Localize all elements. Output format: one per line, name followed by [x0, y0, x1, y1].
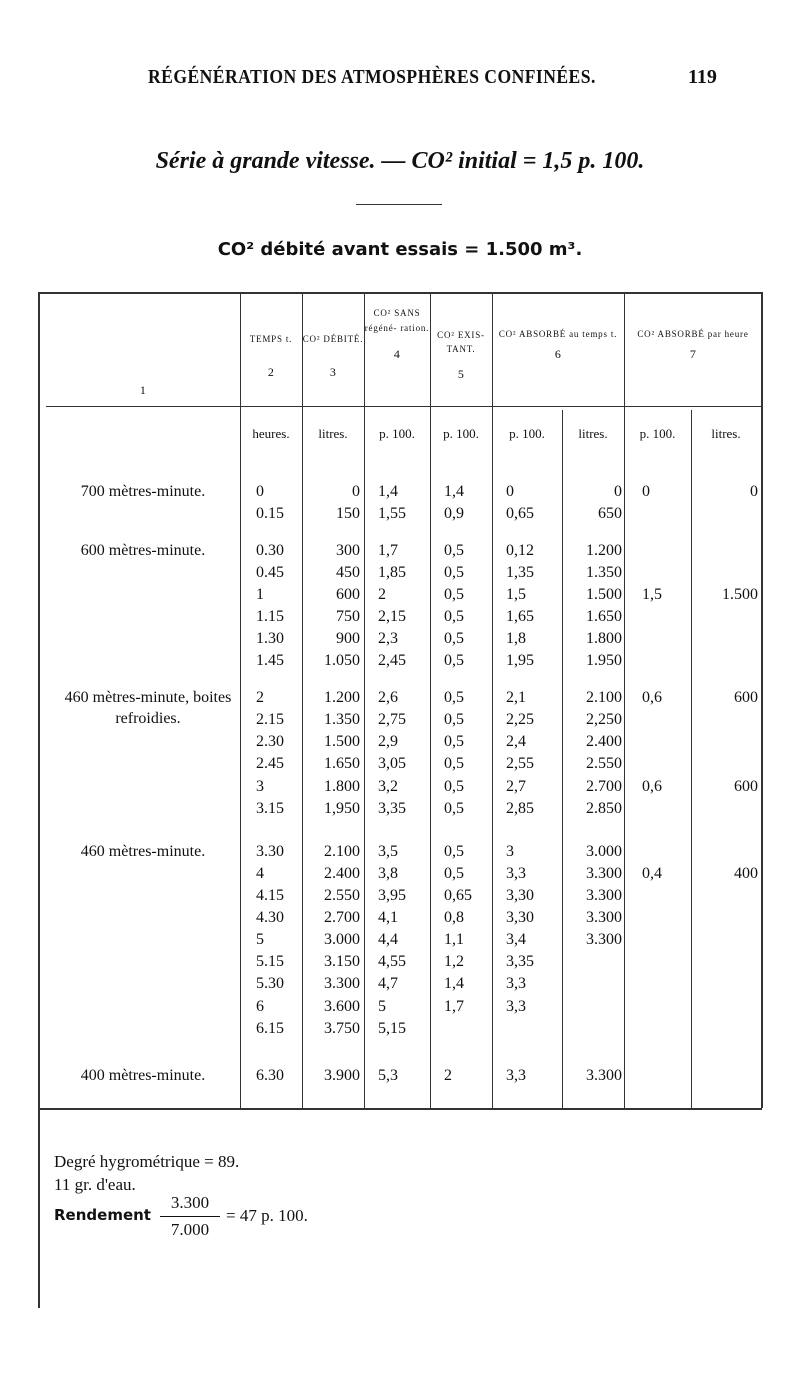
- cell-abs-l: 3.300: [586, 865, 622, 882]
- cell-sans: 1,7: [378, 542, 398, 559]
- cell-existant: 0,5: [444, 733, 464, 750]
- cell-existant: 0,5: [444, 755, 464, 772]
- cell-abs-p: 2,85: [506, 800, 534, 817]
- cell-abs-l: 3.300: [586, 909, 622, 926]
- cell-ph-l: 0: [750, 483, 758, 500]
- cell-temps: 3.15: [256, 800, 284, 817]
- cell-ph-p: 0: [642, 483, 650, 500]
- column-header-7: [624, 326, 762, 362]
- column-number: 6: [554, 347, 562, 361]
- cell-abs-l: 3.300: [586, 1067, 622, 1084]
- cell-abs-p: 0,12: [506, 542, 534, 559]
- cell-debite: 1.800: [324, 778, 360, 795]
- cell-debite: 150: [336, 505, 360, 522]
- cell-debite: 3.900: [324, 1067, 360, 1084]
- column-number: 5: [457, 367, 465, 381]
- cell-temps: 0: [256, 483, 264, 500]
- cell-abs-l: 1.650: [586, 608, 622, 625]
- cell-abs-l: 2.100: [586, 689, 622, 706]
- cell-existant: 0,5: [444, 586, 464, 603]
- cell-existant: 1,4: [444, 483, 464, 500]
- cell-temps: 4: [256, 865, 264, 882]
- cell-sans: 2,6: [378, 689, 398, 706]
- cell-existant: 0,5: [444, 843, 464, 860]
- unit-litres: litres.: [711, 426, 741, 441]
- cell-temps: 3: [256, 778, 264, 795]
- cell-sans: 5,15: [378, 1020, 406, 1037]
- cell-existant: 0,8: [444, 909, 464, 926]
- cell-abs-p: 1,8: [506, 630, 526, 647]
- cell-existant: 0,5: [444, 564, 464, 581]
- cell-temps: 6: [256, 998, 264, 1015]
- cell-debite: 3.150: [324, 953, 360, 970]
- cell-temps: 2: [256, 689, 264, 706]
- group-label-700: 700 mètres-minute.: [80, 483, 206, 500]
- cell-existant: 1,4: [444, 975, 464, 992]
- cell-abs-p: 1,95: [506, 652, 534, 669]
- cell-existant: 1,7: [444, 998, 464, 1015]
- cell-debite: 2.550: [324, 887, 360, 904]
- cell-temps: 5: [256, 931, 264, 948]
- rendement-numerator: 3.300: [170, 1193, 210, 1212]
- cell-abs-l: 1.500: [586, 586, 622, 603]
- rendement-label: Rendement: [54, 1206, 151, 1224]
- cell-temps: 1.15: [256, 608, 284, 625]
- cell-abs-p: 3,30: [506, 887, 534, 904]
- cell-abs-p: 2,4: [506, 733, 526, 750]
- cell-debite: 3.300: [324, 975, 360, 992]
- cell-temps: 5.30: [256, 975, 284, 992]
- cell-existant: 0,5: [444, 608, 464, 625]
- cell-temps: 5.15: [256, 953, 284, 970]
- column-header-6: [492, 326, 624, 362]
- cell-existant: 1,2: [444, 953, 464, 970]
- cell-temps: 6.30: [256, 1067, 284, 1084]
- cell-debite: 0: [352, 483, 360, 500]
- table-left-rule: [38, 292, 40, 1308]
- column-number: 3: [329, 365, 337, 380]
- cell-existant: 0,65: [444, 887, 472, 904]
- cell-debite: 1.200: [324, 689, 360, 706]
- cell-abs-p: 3,30: [506, 909, 534, 926]
- column-rule: [492, 292, 493, 1108]
- cell-temps: 3.30: [256, 843, 284, 860]
- subcolumn-rule: [562, 410, 563, 1108]
- cell-debite: 1.650: [324, 755, 360, 772]
- column-header-4: [364, 306, 430, 362]
- table-top-rule: [38, 292, 762, 294]
- cell-existant: 2: [444, 1067, 452, 1084]
- co2-debit-line: CO² débité avant essais = 1.500 m³.: [217, 239, 583, 260]
- column-number: 7: [689, 347, 697, 361]
- cell-abs-l: 2.550: [586, 755, 622, 772]
- column-label: TEMPS t.: [249, 334, 293, 344]
- column-header-3: [302, 334, 364, 380]
- header-bottom-rule: [46, 406, 240, 407]
- column-label: CO² SANS régéné- ration.: [364, 308, 430, 333]
- cell-temps: 2.45: [256, 755, 284, 772]
- group-label-600: 600 mètres-minute.: [80, 542, 206, 559]
- cell-temps: 1.30: [256, 630, 284, 647]
- cell-existant: 1,1: [444, 931, 464, 948]
- cell-existant: 0,5: [444, 630, 464, 647]
- page-number: 119: [688, 66, 717, 88]
- cell-ph-p: 0,6: [642, 778, 662, 795]
- cell-abs-l: 2.700: [586, 778, 622, 795]
- cell-abs-l: 3.300: [586, 887, 622, 904]
- group-label-460: 460 mètres-minute.: [80, 843, 206, 860]
- cell-sans: 3,35: [378, 800, 406, 817]
- cell-debite: 600: [336, 586, 360, 603]
- cell-debite: 3.750: [324, 1020, 360, 1037]
- cell-temps: 1.45: [256, 652, 284, 669]
- rendement-result: = 47 p. 100.: [226, 1206, 308, 1225]
- running-title: RÉGÉNÉRATION DES ATMOSPHÈRES CONFINÉES.: [148, 66, 596, 88]
- column-rule: [430, 292, 431, 1108]
- cell-ph-p: 1,5: [642, 586, 662, 603]
- cell-debite: 750: [336, 608, 360, 625]
- cell-abs-l: 3.000: [586, 843, 622, 860]
- cell-temps: 6.15: [256, 1020, 284, 1037]
- cell-abs-p: 3,4: [506, 931, 526, 948]
- group-label-460-refroidies: 460 mètres-minute, boites refroidies.: [64, 689, 232, 727]
- hygrometric-degree: Degré hygrométrique = 89.: [54, 1152, 240, 1171]
- cell-sans: 2,15: [378, 608, 406, 625]
- cell-debite: 2.400: [324, 865, 360, 882]
- cell-existant: 0,5: [444, 800, 464, 817]
- water-amount: 11 gr. d'eau.: [54, 1175, 136, 1194]
- cell-abs-p: 1,5: [506, 586, 526, 603]
- cell-sans: 5: [378, 998, 386, 1015]
- column-number: 2: [267, 365, 275, 380]
- cell-abs-p: 0: [506, 483, 514, 500]
- cell-abs-p: 2,1: [506, 689, 526, 706]
- cell-abs-l: 0: [614, 483, 622, 500]
- cell-abs-p: 1,65: [506, 608, 534, 625]
- column-number: 4: [393, 347, 401, 361]
- cell-ph-l: 1.500: [722, 586, 758, 603]
- unit-percent: p. 100.: [379, 426, 415, 441]
- cell-debite: 900: [336, 630, 360, 647]
- cell-ph-p: 0,6: [642, 689, 662, 706]
- column-header-2: [240, 334, 302, 380]
- cell-temps: 0.15: [256, 505, 284, 522]
- cell-abs-l: 2.850: [586, 800, 622, 817]
- cell-sans: 4,55: [378, 953, 406, 970]
- cell-abs-l: 1.200: [586, 542, 622, 559]
- cell-sans: 3,2: [378, 778, 398, 795]
- cell-existant: 0,5: [444, 542, 464, 559]
- cell-abs-l: 1.950: [586, 652, 622, 669]
- unit-litres: litres.: [578, 426, 608, 441]
- cell-existant: 0,5: [444, 711, 464, 728]
- column-label: CO² EXIS- TANT.: [437, 330, 485, 354]
- unit-percent: p. 100.: [509, 426, 545, 441]
- cell-sans: 4,4: [378, 931, 398, 948]
- cell-abs-p: 1,35: [506, 564, 534, 581]
- cell-abs-p: 2,25: [506, 711, 534, 728]
- cell-debite: 3.600: [324, 998, 360, 1015]
- cell-existant: 0,5: [444, 778, 464, 795]
- cell-debite: 1,950: [324, 800, 360, 817]
- cell-sans: 2,9: [378, 733, 398, 750]
- subcolumn-rule: [691, 410, 692, 1108]
- cell-temps: 4.15: [256, 887, 284, 904]
- cell-abs-p: 3,3: [506, 998, 526, 1015]
- cell-debite: 450: [336, 564, 360, 581]
- cell-abs-l: 1.350: [586, 564, 622, 581]
- cell-temps: 0.30: [256, 542, 284, 559]
- cell-existant: 0,5: [444, 689, 464, 706]
- series-title: Série à grande vitesse. — CO² initial = 1,5 p. 100.: [155, 148, 645, 174]
- cell-existant: 0,9: [444, 505, 464, 522]
- cell-abs-p: 3,35: [506, 953, 534, 970]
- cell-debite: 300: [336, 542, 360, 559]
- cell-sans: 4,7: [378, 975, 398, 992]
- cell-abs-l: 2.400: [586, 733, 622, 750]
- column-number: 1: [139, 383, 147, 397]
- cell-ph-l: 600: [734, 689, 758, 706]
- cell-sans: 5,3: [378, 1067, 398, 1084]
- rendement-denominator: 7.000: [170, 1220, 210, 1239]
- cell-sans: 1,85: [378, 564, 406, 581]
- cell-abs-l: 2,250: [586, 711, 622, 728]
- column-header-1: [46, 384, 240, 398]
- cell-sans: 3,5: [378, 843, 398, 860]
- cell-abs-p: 3,3: [506, 865, 526, 882]
- cell-sans: 2,45: [378, 652, 406, 669]
- unit-percent: p. 100.: [639, 426, 676, 441]
- column-label: CO² ABSORBÉ par heure: [637, 329, 749, 339]
- header-bottom-rule: [240, 406, 762, 407]
- unit-percent: p. 100.: [443, 426, 479, 441]
- cell-ph-l: 400: [734, 865, 758, 882]
- cell-sans: 1,55: [378, 505, 406, 522]
- cell-debite: 1.050: [324, 652, 360, 669]
- cell-sans: 2: [378, 586, 386, 603]
- cell-sans: 2,3: [378, 630, 398, 647]
- column-rule: [624, 292, 625, 1108]
- cell-sans: 4,1: [378, 909, 398, 926]
- cell-sans: 3,95: [378, 887, 406, 904]
- cell-debite: 1.350: [324, 711, 360, 728]
- cell-temps: 4.30: [256, 909, 284, 926]
- cell-ph-l: 600: [734, 778, 758, 795]
- cell-debite: 2.100: [324, 843, 360, 860]
- cell-sans: 2,75: [378, 711, 406, 728]
- cell-sans: 3,8: [378, 865, 398, 882]
- cell-temps: 2.15: [256, 711, 284, 728]
- table-bottom-rule: [38, 1108, 762, 1110]
- unit-litres: litres.: [318, 426, 348, 441]
- cell-sans: 1,4: [378, 483, 398, 500]
- cell-sans: 3,05: [378, 755, 406, 772]
- column-label: CO² DÉBITÉ.: [302, 334, 364, 344]
- cell-abs-p: 3,3: [506, 975, 526, 992]
- cell-existant: 0,5: [444, 652, 464, 669]
- cell-abs-l: 650: [598, 505, 622, 522]
- column-header-5: [430, 328, 492, 382]
- cell-temps: 1: [256, 586, 264, 603]
- cell-ph-p: 0,4: [642, 865, 662, 882]
- cell-temps: 2.30: [256, 733, 284, 750]
- group-label-400: 400 mètres-minute.: [80, 1067, 206, 1084]
- cell-abs-l: 1.800: [586, 630, 622, 647]
- cell-abs-p: 2,7: [506, 778, 526, 795]
- cell-debite: 3.000: [324, 931, 360, 948]
- title-rule: [356, 204, 442, 205]
- table-right-rule: [761, 292, 763, 1108]
- cell-abs-p: 2,55: [506, 755, 534, 772]
- cell-debite: 1.500: [324, 733, 360, 750]
- column-label: CO² ABSORBÉ au temps t.: [498, 329, 618, 339]
- cell-abs-p: 3: [506, 843, 514, 860]
- cell-abs-p: 0,65: [506, 505, 534, 522]
- cell-debite: 2.700: [324, 909, 360, 926]
- cell-existant: 0,5: [444, 865, 464, 882]
- cell-abs-l: 3.300: [586, 931, 622, 948]
- cell-temps: 0.45: [256, 564, 284, 581]
- column-rule: [364, 292, 365, 1108]
- fraction-bar: [160, 1216, 220, 1217]
- cell-abs-p: 3,3: [506, 1067, 526, 1084]
- unit-heures: heures.: [252, 426, 290, 441]
